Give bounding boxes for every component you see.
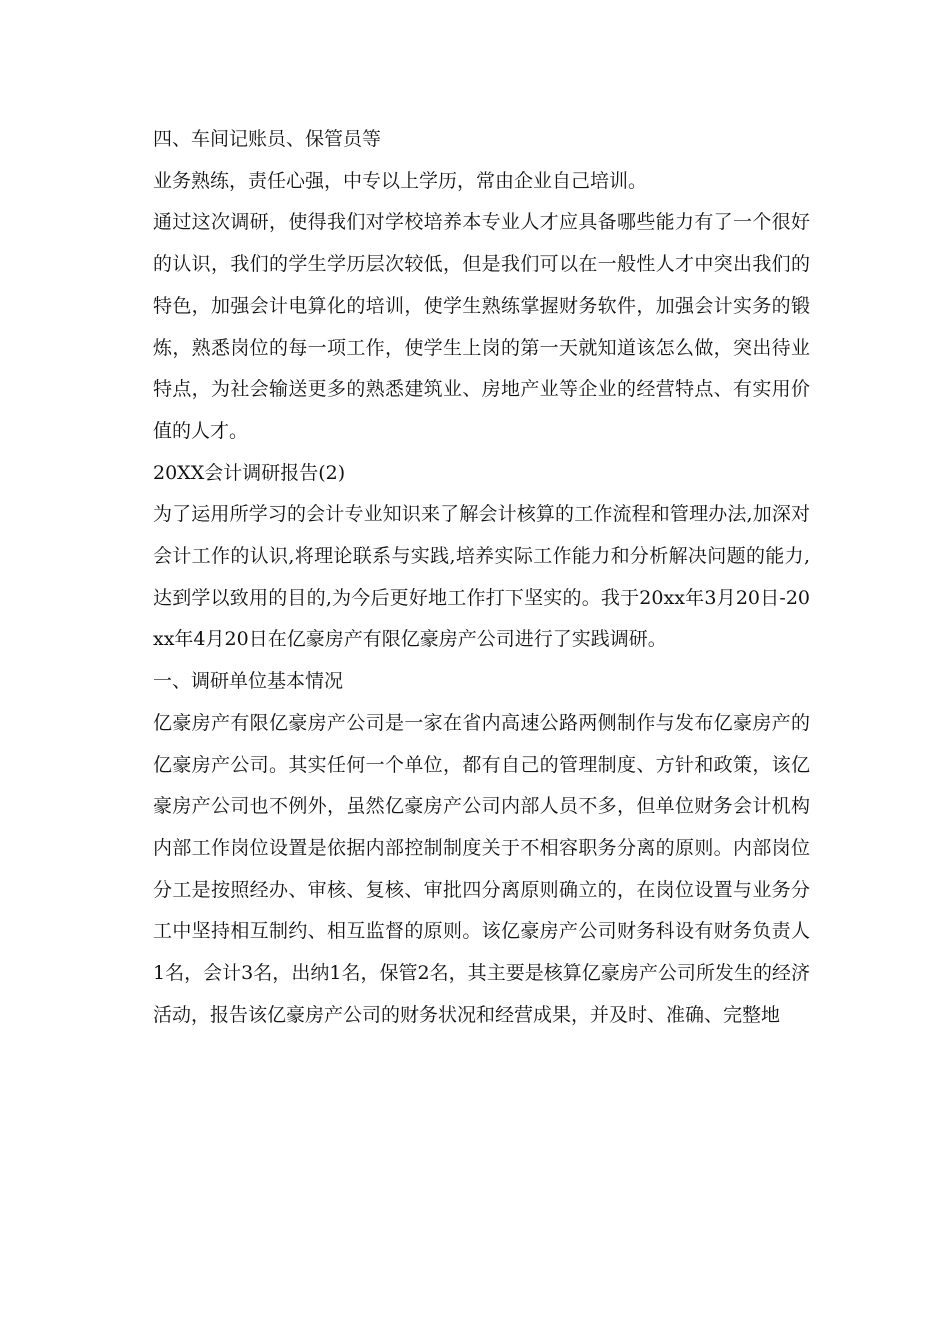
paragraph-company-overview: 亿豪房产有限亿豪房产公司是一家在省内高速公路两侧制作与发布亿豪房产的亿豪房产公司。其实任何一个单位，都有自己的管理制度、方针和政策，该亿豪房产公司也不例外，虽然亿豪房产公司内部人员不多，但单位财务会计机构内部工作岗位设置是依据内部控制制度关于不相容职务分离的原则。内部岗位分工是按照经办、审核、复核、审批四分离原则确立的，在岗位设置与业务分工中坚持相互制约、相互监督的原则。该亿豪房产公司财务科设有财务负责人1名，会计3名，出纳1名，保管2名，其主要是核算亿豪房产公司所发生的经济活动，报告该亿豪房产公司的财务状况和经营成果，并及时、准确、完整地 (153, 711, 810, 1026)
paragraph-report-purpose: 为了运用所学习的会计专业知识来了解会计核算的工作流程和管理办法,加深对会计工作的认识,将理论联系与实践,培养实际工作能力和分析解决问题的能力,达到学以致用的目的,为今后更好地工作打下坚实的。我于20xx年3月20日-20xx年4月20日在亿豪房产有限亿豪房产公司进行了实践调研。 (153, 503, 810, 651)
section-heading-unit-overview: 一、调研单位基本情况 (153, 670, 344, 693)
paragraph-survey-conclusion: 通过这次调研，使得我们对学校培养本专业人才应具备哪些能力有了一个很好的认识，我们的学生学历层次较低，但是我们可以在一般性人才中突出我们的特色，加强会计电算化的培训，使学生熟练掌握财务软件，加强会计实务的锻炼，熟悉岗位的每一项工作，使学生上岗的第一天就知道该怎么做，突出待业特点，为社会输送更多的熟悉建筑业、房地产业等企业的经营特点、有实用价值的人才。 (153, 211, 810, 442)
document-body (146, 119, 810, 1036)
paragraph-clerk-requirements: 业务熟练，责任心强，中专以上学历，常由企业自己培训。 (153, 169, 648, 192)
report-title: 20XX会计调研报告(2) (153, 461, 346, 484)
section-heading-workshop-clerk: 四、车间记账员、保管员等 (153, 128, 382, 150)
